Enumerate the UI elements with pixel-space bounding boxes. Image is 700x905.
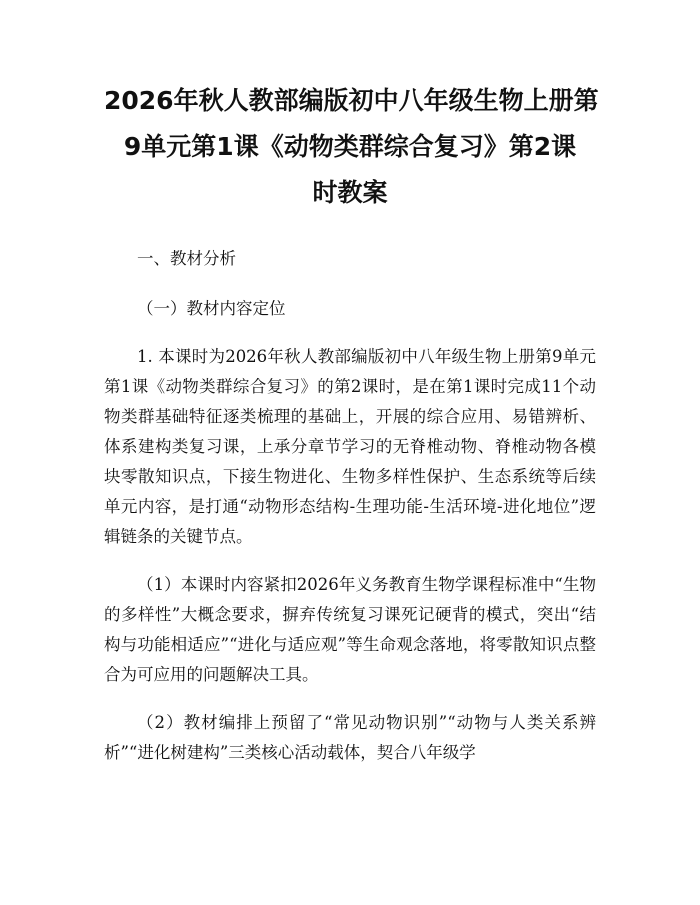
- section-heading-teaching-material-analysis: 一、教材分析: [137, 249, 236, 268]
- paragraph-1: 1. 本课时为2026年秋人教部编版初中八年级生物上册第9单元第1课《动物类群综合复习》的第2课时，是在第1课时完成11个动物类群基础特征逐类梳理的基础上，开展的综合应用、易错辨析、体系建构类复习课，上承分章节学习的无脊椎动物、脊椎动物各模块零散知识点，下接生物进化、生物多样性保护、生态系统等后续单元内容，是打通“动物形态结构-生理功能-生活环境-进化地位”逻辑链条的关键节点。: [104, 347, 596, 546]
- document-title: [104, 78, 599, 216]
- paragraph-2: （1）本课时内容紧扣2026年义务教育生物学课程标准中“生物的多样性”大概念要求，摒弃传统复习课死记硬背的模式，突出“结构与功能相适应”“进化与适应观”等生命观念落地，将零散知识点整合为可应用的问题解决工具。: [104, 575, 596, 684]
- title-line-3: 时教案: [312, 178, 388, 207]
- title-line-2: 9单元第1课《动物类群综合复习》第2课: [123, 132, 577, 161]
- subsection-heading-content-positioning: （一）教材内容定位: [137, 299, 286, 318]
- title-line-1: 2026年秋人教部编版初中八年级生物上册第: [104, 86, 599, 115]
- paragraph-3: （2）教材编排上预留了“常见动物识别”“动物与人类关系辨析”“进化树建构”三类核心活动载体，契合八年级学: [104, 713, 596, 762]
